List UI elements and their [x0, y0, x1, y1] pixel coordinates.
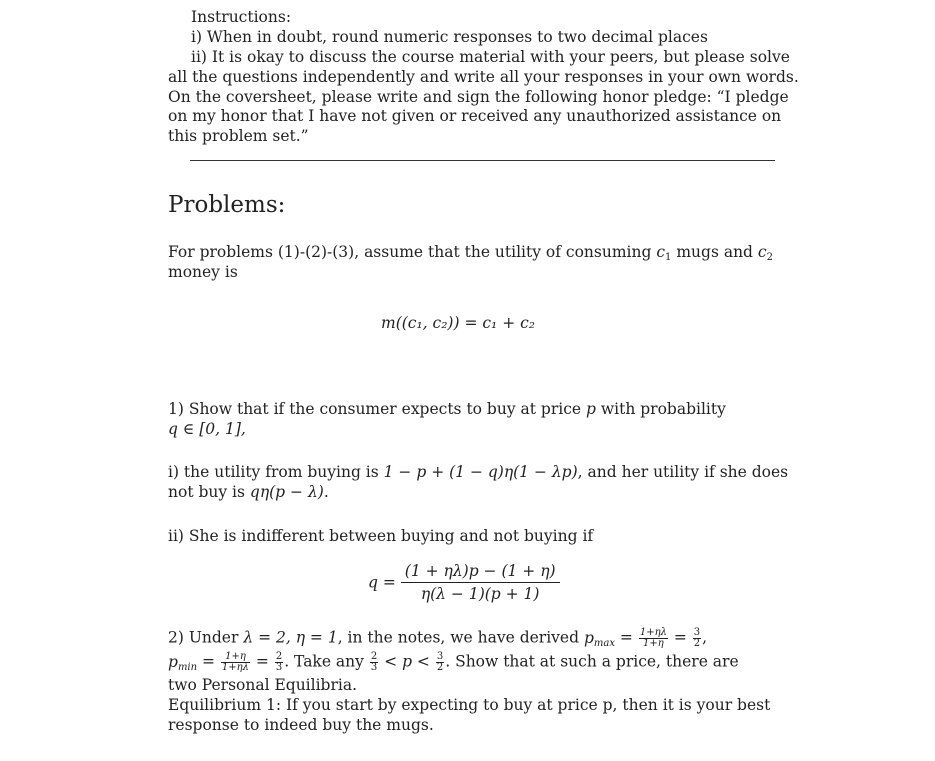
problem-1-text-a: 1) Show that if the consumer expects to buy at price	[168, 400, 582, 418]
section-divider	[190, 160, 775, 161]
instruction-item-2-line-3: On the coversheet, please write and sign the following honor pledge: “I pledge	[168, 88, 789, 106]
range-upper-num: 3	[436, 651, 444, 662]
pmax-value	[693, 628, 701, 649]
problem-2-take: . Take any	[284, 652, 364, 671]
pmin-value	[275, 652, 283, 673]
part-i-text-c: not buy is	[168, 483, 245, 501]
intro-line-2: money is	[168, 263, 238, 281]
problem-2-text-b: , in the notes, we have derived	[337, 628, 580, 647]
instructions-title: Instructions:	[191, 8, 292, 26]
problems-heading: Problems:	[168, 192, 286, 218]
problem-2-text-a: 2) Under	[168, 628, 239, 647]
pmax-formula-num: 1+ηλ	[639, 627, 667, 638]
pmin-symbol	[168, 653, 197, 671]
var-c1: $c_1$	[656, 243, 672, 263]
utility-equation: m((c₁, c₂)) = c₁ + c₂	[381, 314, 536, 332]
var-c2: $c_2$	[757, 243, 773, 263]
range-lower	[370, 652, 378, 673]
equilibrium-1-line-2: response to indeed buy the mugs.	[168, 716, 434, 734]
instruction-item-2-line-5: this problem set.”	[168, 127, 309, 145]
range-upper-den: 2	[436, 662, 444, 673]
pmax-formula-den: 1+η	[643, 638, 664, 649]
part-ii-text: ii) She is indifferent between buying and not buying if	[168, 527, 594, 545]
instruction-item-1: i) When in doubt, round numeric responses to two decimal places	[191, 28, 708, 46]
part-i-text-b: , and her utility if she does	[577, 463, 789, 481]
problem-1-line-1	[168, 400, 726, 418]
pmax-subscript: max	[593, 637, 615, 649]
range-lower-den: 3	[370, 662, 378, 673]
intro-text-b: mugs and	[676, 243, 753, 261]
range-lower-num: 2	[370, 651, 378, 662]
part-i-text-a: i) the utility from buying is	[168, 463, 379, 481]
part-i-buy-utility: 1 − p + (1 − q)η(1 − λp)	[383, 463, 578, 481]
problem-2-params: λ = 2, η = 1	[243, 628, 338, 647]
pmax-letter: p	[583, 628, 594, 647]
pmin-letter: p	[168, 652, 178, 671]
pmin-value-num: 2	[275, 651, 283, 662]
instruction-item-2-line-2: all the questions independently and write all your responses in your own words.	[168, 68, 799, 86]
pmin-formula-num: 1+η	[221, 652, 250, 663]
range-upper	[436, 652, 444, 673]
pmax-value-num: 3	[693, 627, 701, 638]
var-p: p	[586, 400, 596, 418]
intro-text-a: For problems (1)-(2)-(3), assume that the utility of consuming	[168, 243, 652, 261]
part-i-text-d: .	[323, 483, 329, 501]
problem-2-line-1: 2) Under λ = 2, η = 1, in the notes, we have derived $p_{max}$ = $\frac{1+\eta\lambda}{1+\eta}$ = $\frac{3}{2}$ ,	[168, 627, 708, 649]
pmax-symbol	[584, 629, 615, 647]
part-i-line-1	[168, 463, 788, 481]
equation-numerator: (1 + ηλ)p − (1 + η)	[401, 560, 560, 583]
problem-2-line-2: $p_{min}$ = $\frac{1+\eta}{1+\eta\lambda}$ = $\frac{2}{3}$ . Take any $\frac{2}{3}$ < p < $\frac{3}{2}$ . Show that at such a price, there are	[168, 651, 739, 673]
indifference-equation	[368, 560, 560, 605]
pmax-value-den: 2	[693, 638, 701, 649]
problem-1-text-b: with probability	[600, 400, 726, 418]
equation-fraction	[401, 560, 560, 605]
instruction-item-2-line-4: on my honor that I have not given or received any unauthorized assistance on	[168, 107, 782, 125]
problem-2-line-3: two Personal Equilibria.	[168, 676, 358, 694]
intro-line-1	[168, 243, 773, 261]
pmin-subscript: min	[177, 661, 198, 673]
pmin-formula-den: 1+ηλ	[221, 662, 249, 673]
instruction-item-2-line-1: ii) It is okay to discuss the course material with your peers, but please solve	[191, 48, 790, 66]
pmin-value-den: 3	[275, 662, 283, 673]
equation-denominator: η(λ − 1)(p + 1)	[420, 585, 540, 603]
problem-2-rest: . Show that at such a price, there are	[445, 652, 739, 671]
equation-lhs: q =	[368, 573, 396, 592]
problem-1-q-range: q ∈ [0, 1],	[168, 420, 246, 438]
equilibrium-1-line-1: Equilibrium 1: If you start by expecting to buy at price p, then it is your best	[168, 696, 771, 714]
range-var-p: p	[402, 652, 412, 671]
part-i-line-2	[168, 483, 329, 501]
pmin-formula	[221, 652, 250, 673]
part-i-notbuy-utility: qη(p − λ)	[249, 483, 324, 501]
pmax-formula	[639, 628, 668, 649]
